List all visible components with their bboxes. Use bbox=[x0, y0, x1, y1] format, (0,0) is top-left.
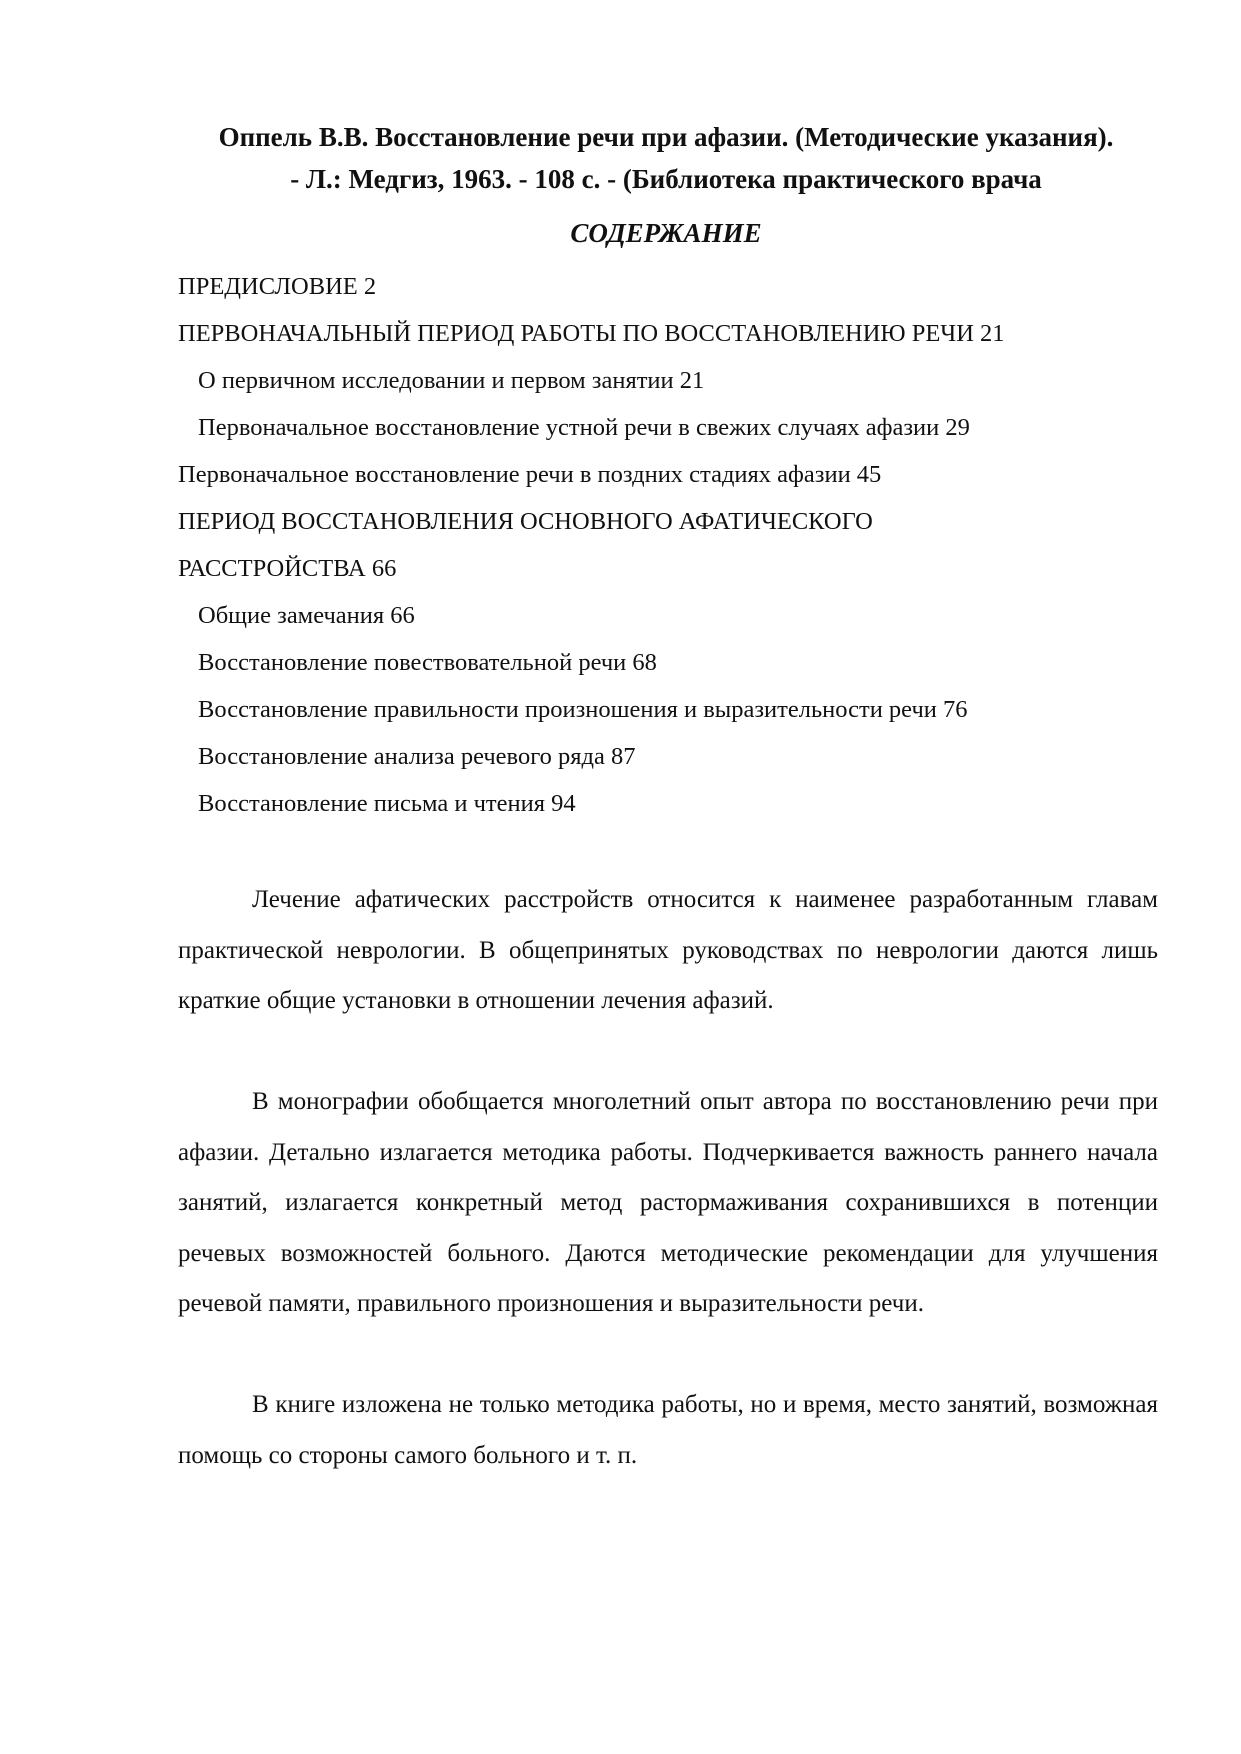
document-title bbox=[120, 116, 1212, 200]
toc-item-writing-reading: Восстановление письма и чтения 94 bbox=[198, 790, 576, 817]
toc-item-speech-analysis: Восстановление анализа речевого ряда 87 bbox=[198, 743, 636, 770]
paragraph-text: В книге изложена не только методика работы, но и время, место занятий, возможная помощь со стороны самого больного и т. п. bbox=[178, 1391, 1158, 1469]
toc-item-main-disorder-period-cont: РАССТРОЙСТВА 66 bbox=[178, 555, 397, 582]
toc-item-pronunciation: Восстановление правильности произношения и выразительности речи 76 bbox=[198, 696, 968, 723]
contents-heading: СОДЕРЖАНИЕ bbox=[570, 218, 762, 248]
title-line-2: - Л.: Медгиз, 1963. - 108 с. - (Библиотека практического врача bbox=[290, 164, 1042, 194]
toc-item-general-remarks: Общие замечания 66 bbox=[198, 602, 415, 629]
toc-item-main-disorder-period: ПЕРИОД ВОССТАНОВЛЕНИЯ ОСНОВНОГО АФАТИЧЕСКОГО bbox=[178, 508, 873, 535]
toc-item-preface: ПРЕДИСЛОВИЕ 2 bbox=[178, 273, 377, 300]
body-paragraph-3 bbox=[178, 1380, 1158, 1481]
body-paragraph-1 bbox=[178, 875, 1158, 1027]
title-line-1: Оппель В.В. Восстановление речи при афазии. (Методические указания). bbox=[218, 122, 1114, 152]
toc-item-primary-examination: О первичном исследовании и первом занятии 21 bbox=[198, 367, 705, 394]
toc-item-oral-speech-fresh-cases: Первоначальное восстановление устной речи в свежих случаях афазии 29 bbox=[198, 414, 970, 441]
toc-item-narrative-speech: Восстановление повествовательной речи 68 bbox=[198, 649, 657, 676]
toc-item-late-stages: Первоначальное восстановление речи в поздних стадиях афазии 45 bbox=[178, 461, 882, 488]
paragraph-text: Лечение афатических расстройств относится к наименее разработанным главам практической неврологии. В общепринятых руководствах по неврологии даются лишь краткие общие установки в отношении лечения афазий. bbox=[178, 886, 1158, 1014]
paragraph-text: В монографии обобщается многолетний опыт автора по восстановлению речи при афазии. Детально излагается методика работы. Подчеркивается важность раннего начала занятий, излагается конкретный метод растормаживания сохранившихся в потенции речевых возможностей больного. Даются методические рекомендации для улучшения речевой памяти, правильного произношения и выразительности речи. bbox=[178, 1088, 1158, 1317]
body-paragraph-2 bbox=[178, 1077, 1158, 1330]
toc-item-initial-period: ПЕРВОНАЧАЛЬНЫЙ ПЕРИОД РАБОТЫ ПО ВОССТАНОВЛЕНИЮ РЕЧИ 21 bbox=[178, 320, 1005, 347]
